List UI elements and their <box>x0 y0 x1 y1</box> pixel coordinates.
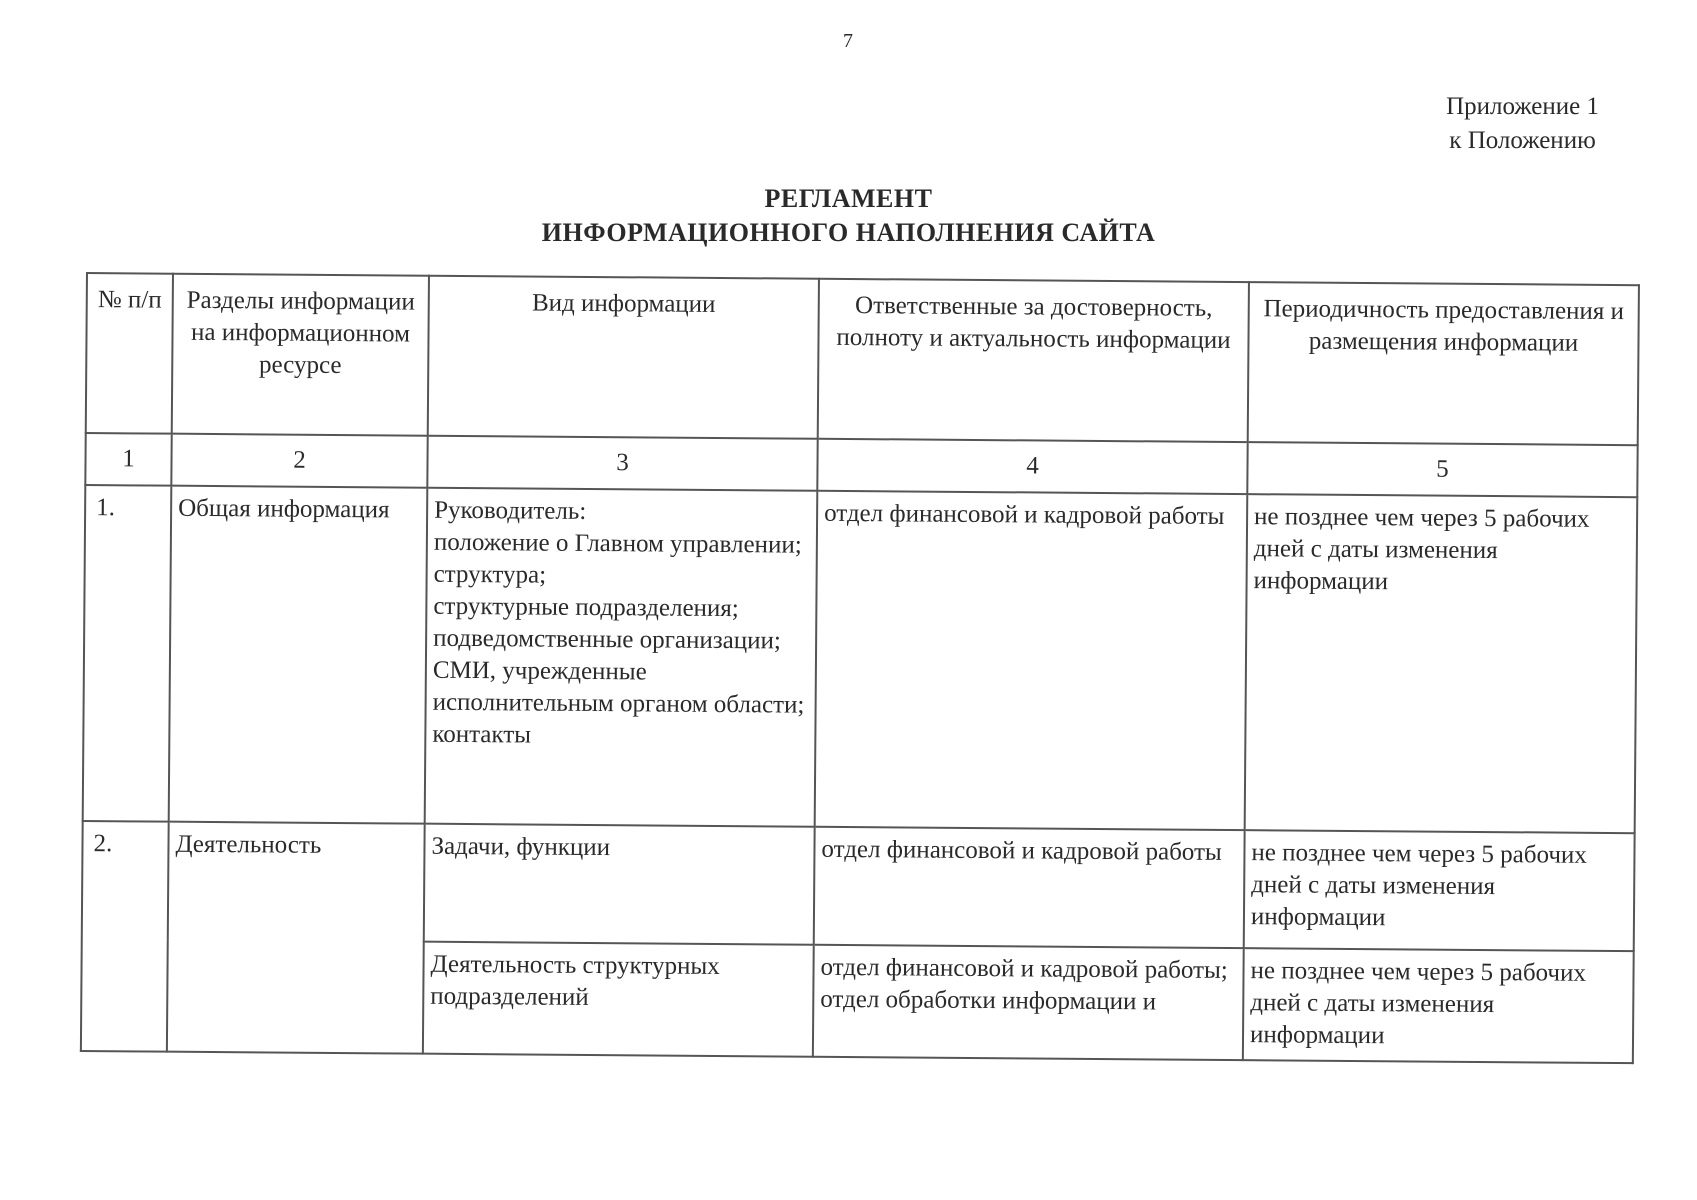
column-number-4: 4 <box>817 439 1247 494</box>
row-responsible <box>814 827 1245 948</box>
column-number-3: 3 <box>427 436 817 491</box>
row-section: Деятельность <box>167 822 425 1054</box>
table-row <box>83 485 1638 833</box>
row-periodicity: не позднее чем через 5 рабочих дней с даты изменения информации <box>1245 494 1638 833</box>
header-number: № п/п <box>86 273 173 434</box>
row-responsible <box>813 945 1244 1060</box>
table-row <box>82 821 1635 951</box>
regulation-table-wrapper <box>80 272 1638 1064</box>
info-line: Задачи, функции <box>431 832 611 862</box>
title-line-2: ИНФОРМАЦИОННОГО НАПОЛНЕНИЯ САЙТА <box>541 218 1156 247</box>
info-line: положение о Главном управлении; <box>433 528 802 559</box>
header-responsible: Ответственные за достоверность, полноту и актуальность информации <box>818 279 1249 442</box>
appendix-line-2: к Положению <box>1449 127 1596 154</box>
column-number-2: 2 <box>171 434 427 488</box>
responsible-line: отдел финансовой и кадровой работы <box>821 835 1222 866</box>
responsible-line: отдел финансовой и кадровой работы; <box>820 953 1228 984</box>
responsible-line: отдел финансовой и кадровой работы <box>824 499 1225 530</box>
header-row <box>86 273 1639 445</box>
info-line: структура; <box>433 560 547 589</box>
appendix-line-1: Приложение 1 <box>1446 93 1599 120</box>
header-sections: Разделы информации на информационном ресурсе <box>172 274 429 436</box>
column-number-1: 1 <box>85 433 171 486</box>
row-info-type <box>425 488 818 827</box>
row-info-type <box>424 824 815 945</box>
title-line-1: РЕГЛАМЕНТ <box>764 184 933 213</box>
info-line: СМИ, учрежденные исполнительным органом области; <box>432 656 805 719</box>
row-periodicity: не позднее чем через 5 рабочих дней с даты изменения информации <box>1243 948 1634 1063</box>
appendix-note <box>1446 90 1599 158</box>
row-number: 2. <box>81 821 169 1052</box>
regulation-table <box>80 272 1640 1064</box>
document-title <box>0 182 1697 250</box>
column-number-5: 5 <box>1247 442 1637 497</box>
info-line: подведомственные организации; <box>433 624 781 655</box>
row-info-type <box>423 942 814 1057</box>
page-number: 7 <box>843 30 854 52</box>
header-periodicity: Периодичность предоставления и размещения информации <box>1248 282 1639 445</box>
info-line: структурные подразделения; <box>433 592 739 623</box>
row-periodicity: не позднее чем через 5 рабочих дней с даты изменения информации <box>1244 830 1635 951</box>
info-line: Руководитель: <box>434 496 587 525</box>
row-number: 1. <box>83 485 172 822</box>
responsible-line: отдел обработки информации и <box>820 985 1157 1016</box>
info-line: контакты <box>432 720 532 749</box>
row-responsible <box>815 491 1248 830</box>
info-line: Деятельность структурных подразделений <box>430 950 720 1011</box>
row-section: Общая информация <box>169 486 428 824</box>
header-info-type: Вид информации <box>428 276 819 439</box>
